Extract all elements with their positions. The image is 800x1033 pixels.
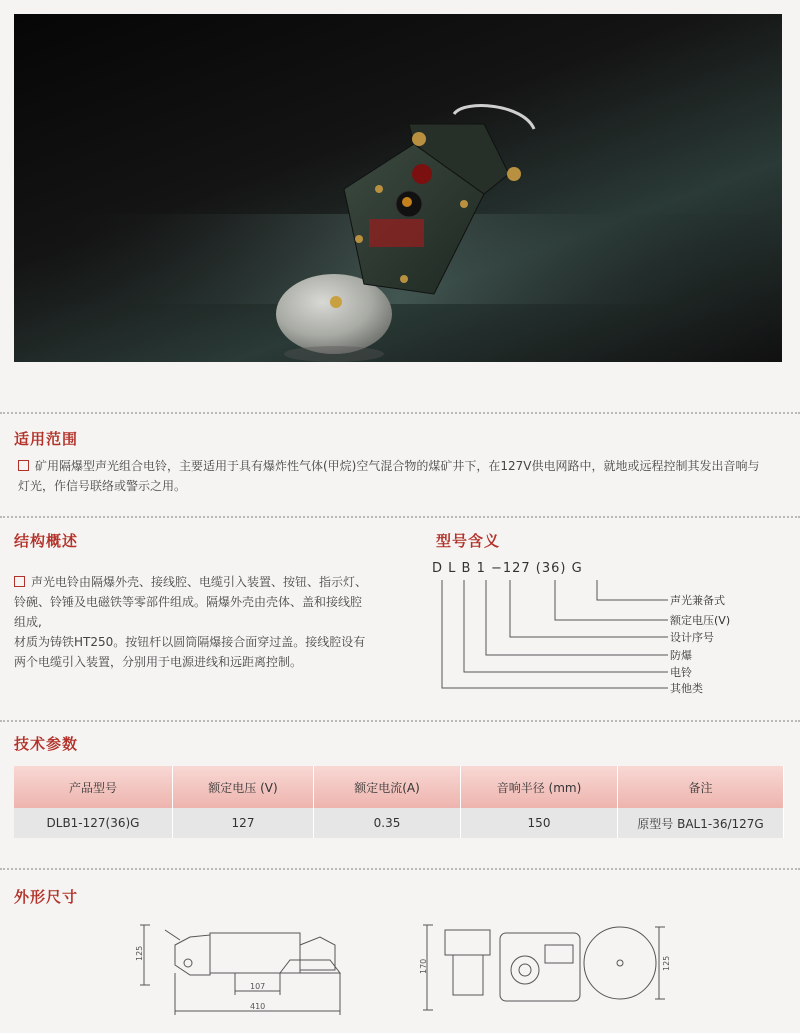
cell-voltage: 127 xyxy=(173,808,314,838)
model-label-g: 声光兼备式 xyxy=(670,594,725,607)
product-photo xyxy=(14,14,782,362)
structure-line-1: 声光电铃由隔爆外壳、接线腔、电缆引入装置、按钮、指示灯、 xyxy=(31,575,368,589)
cell-radius: 150 xyxy=(461,808,618,838)
dim-height-side: 125 xyxy=(135,945,144,961)
section-title-structure: 结构概述 xyxy=(14,532,79,550)
dim-bell-diameter: 125 xyxy=(662,955,671,971)
model-label-explosion: 防爆 xyxy=(670,649,692,662)
checkbox-icon xyxy=(14,576,25,587)
header-model: 产品型号 xyxy=(14,766,173,808)
divider xyxy=(0,720,800,722)
scope-line-1: 矿用隔爆型声光组合电铃，主要适用于具有爆炸性气体(甲烷)空气混合物的煤矿井下，在127V供电网路中，就地或远程控制其发出音响与 xyxy=(35,459,760,473)
dim-width-total: 410 xyxy=(250,1002,266,1011)
divider xyxy=(0,412,800,414)
model-code: D L B 1 −127 (36) G xyxy=(432,561,583,576)
structure-line-2: 铃碗、铃锤及电磁铁等零部件组成。隔爆外壳由壳体、盖和接线腔 xyxy=(14,595,363,609)
scope-line-2: 灯光，作信号联络或警示之用。 xyxy=(18,479,187,493)
section-title-params: 技术参数 xyxy=(14,735,79,753)
scope-paragraph xyxy=(18,456,798,496)
section-title-dimensions: 外形尺寸 xyxy=(14,888,79,906)
cell-remark: 原型号 BAL1-36/127G xyxy=(618,808,784,838)
dim-width-inner: 107 xyxy=(250,982,266,991)
model-label-bell: 电铃 xyxy=(670,666,692,679)
model-label-voltage: 额定电压(V) xyxy=(670,614,731,627)
checkbox-icon xyxy=(18,460,29,471)
divider xyxy=(0,516,800,518)
header-current: 额定电流(A) xyxy=(314,766,461,808)
explosion-proof-bell-illustration xyxy=(14,14,782,362)
table-header-row xyxy=(14,766,784,808)
front-view-drawing xyxy=(415,915,685,1025)
section-title-model: 型号含义 xyxy=(436,532,501,550)
dim-height-front: 170 xyxy=(419,958,428,974)
table-row xyxy=(14,808,784,838)
structure-line-4: 材质为铸铁HT250。按钮杆以圆筒隔爆接合面穿过盖。接线腔设有 xyxy=(14,635,366,649)
structure-line-5: 两个电缆引入装置，分别用于电源进线和远距离控制。 xyxy=(14,655,303,669)
model-label-design: 设计序号 xyxy=(670,631,714,644)
cell-model: DLB1-127(36)G xyxy=(14,808,173,838)
model-code-leader-lines xyxy=(430,575,670,695)
side-view-drawing xyxy=(130,915,370,1025)
model-label-other: 其他类 xyxy=(670,682,703,695)
params-table xyxy=(14,766,784,838)
header-remark: 备注 xyxy=(618,766,784,808)
header-voltage: 额定电压 (V) xyxy=(173,766,314,808)
section-title-scope: 适用范围 xyxy=(14,430,79,448)
structure-paragraph xyxy=(14,572,414,672)
structure-line-3: 组成, xyxy=(14,615,42,629)
header-radius: 音响半径 (mm) xyxy=(461,766,618,808)
divider xyxy=(0,868,800,870)
cell-current: 0.35 xyxy=(314,808,461,838)
